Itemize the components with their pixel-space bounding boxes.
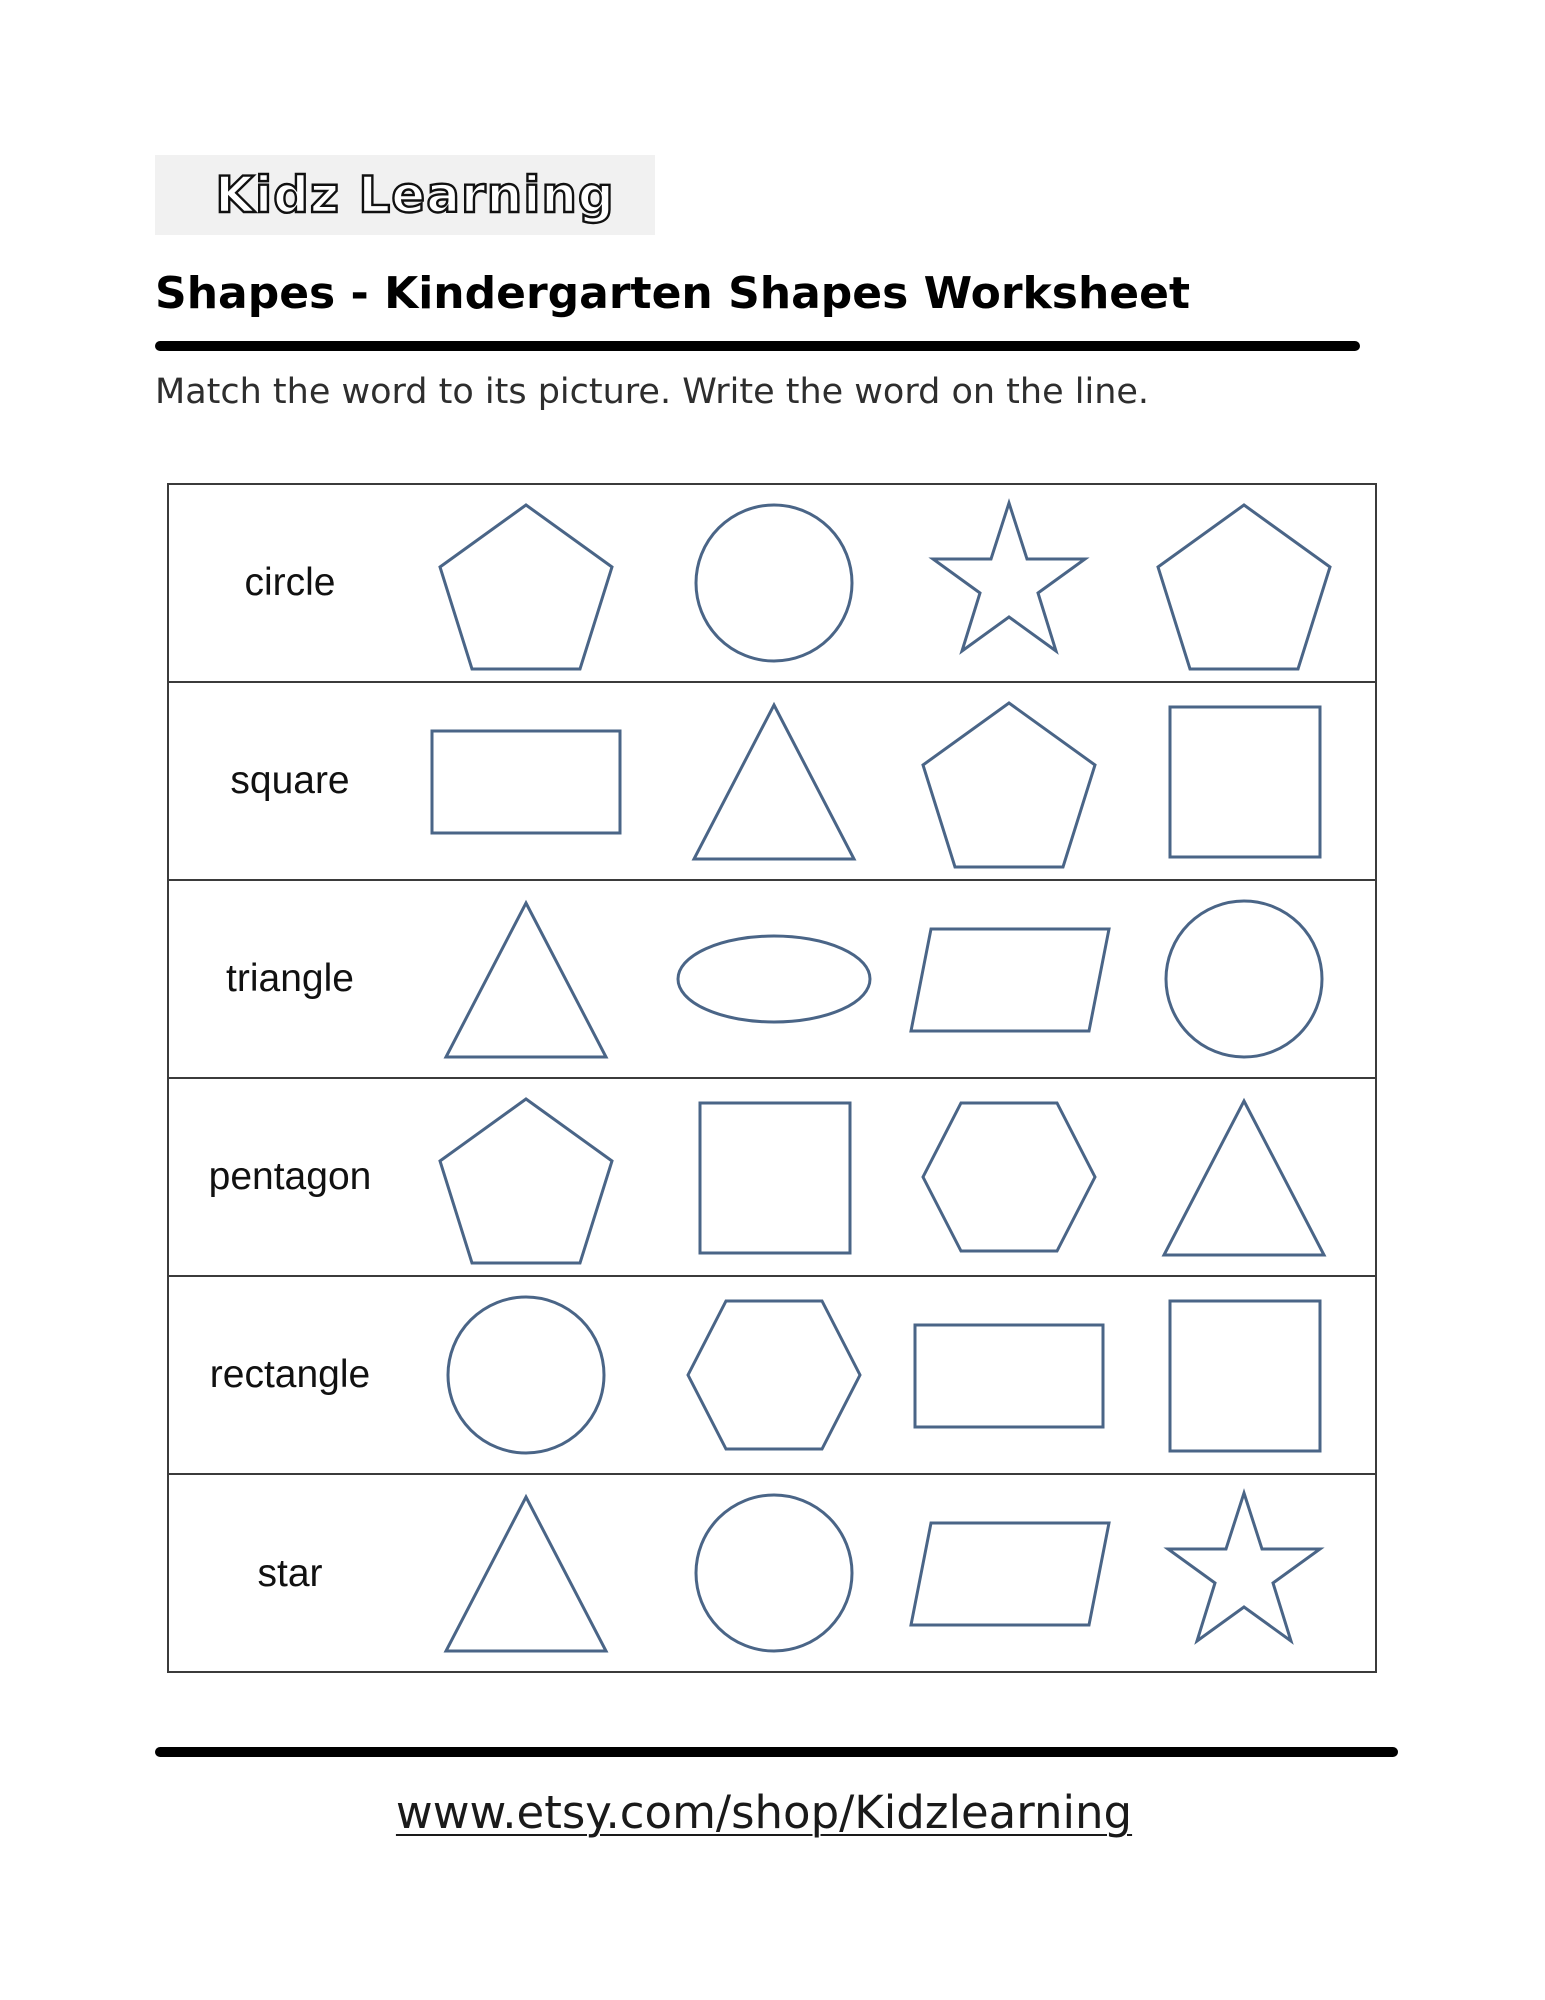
table-row <box>169 1079 1375 1277</box>
table-row <box>169 485 1375 683</box>
row-word: circle <box>244 561 336 604</box>
shapes-table <box>167 483 1377 1673</box>
shape-cell <box>406 683 646 879</box>
pentagon-icon <box>1124 485 1364 681</box>
row-word: square <box>230 759 350 802</box>
shape-cell <box>1124 683 1364 879</box>
pentagon-icon <box>406 485 646 681</box>
title-divider <box>155 341 1360 351</box>
triangle-icon <box>406 1475 646 1671</box>
page-title: Shapes - Kindergarten Shapes Worksheet <box>155 268 1191 319</box>
row-word: triangle <box>226 957 354 1000</box>
pentagon-icon <box>889 683 1129 879</box>
table-row <box>169 881 1375 1079</box>
square-icon <box>1124 1277 1364 1473</box>
shape-cell <box>889 881 1129 1077</box>
instructions-text: Match the word to its picture. Write the word on the line. <box>155 372 1150 412</box>
row-word: pentagon <box>208 1155 372 1198</box>
table-row <box>169 683 1375 881</box>
shape-cell <box>406 1079 646 1275</box>
brand-logo <box>155 155 655 235</box>
shape-cell <box>1124 1475 1364 1671</box>
circle-icon <box>406 1277 646 1473</box>
triangle-icon <box>406 881 646 1077</box>
shape-cell <box>1124 1079 1364 1275</box>
shape-cell <box>1124 881 1364 1077</box>
square-icon <box>654 1079 894 1275</box>
footer-divider <box>155 1747 1398 1757</box>
circle-icon <box>654 485 894 681</box>
shape-cell <box>889 683 1129 879</box>
hexagon-icon <box>654 1277 894 1473</box>
shape-cell <box>1124 1277 1364 1473</box>
shape-cell <box>654 881 894 1077</box>
parallelogram-icon <box>889 1475 1129 1671</box>
shape-cell <box>406 1475 646 1671</box>
shape-cell <box>889 1475 1129 1671</box>
oval-icon <box>654 881 894 1077</box>
shape-cell <box>654 1079 894 1275</box>
rectangle-icon <box>406 683 646 879</box>
shape-cell <box>654 683 894 879</box>
shape-cell <box>889 485 1129 681</box>
shape-cell <box>654 1277 894 1473</box>
shop-link[interactable]: www.etsy.com/shop/Kidzlearning <box>395 1786 1133 1839</box>
pentagon-icon <box>406 1079 646 1275</box>
table-row <box>169 1475 1375 1673</box>
hexagon-icon <box>889 1079 1129 1275</box>
table-row <box>169 1277 1375 1475</box>
star-icon <box>1124 1475 1364 1671</box>
shape-cell <box>406 881 646 1077</box>
circle-icon <box>654 1475 894 1671</box>
circle-icon <box>1124 881 1364 1077</box>
shape-cell <box>1124 485 1364 681</box>
row-word: star <box>257 1552 323 1595</box>
parallelogram-icon <box>889 881 1129 1077</box>
square-icon <box>1124 683 1364 879</box>
brand-name: Kidz Learning <box>215 166 615 224</box>
shape-cell <box>406 485 646 681</box>
shape-cell <box>889 1277 1129 1473</box>
shape-cell <box>654 1475 894 1671</box>
triangle-icon <box>1124 1079 1364 1275</box>
shape-cell <box>889 1079 1129 1275</box>
rectangle-icon <box>889 1277 1129 1473</box>
shape-cell <box>654 485 894 681</box>
row-word: rectangle <box>209 1353 371 1396</box>
shape-cell <box>406 1277 646 1473</box>
triangle-icon <box>654 683 894 879</box>
star-icon <box>889 485 1129 681</box>
